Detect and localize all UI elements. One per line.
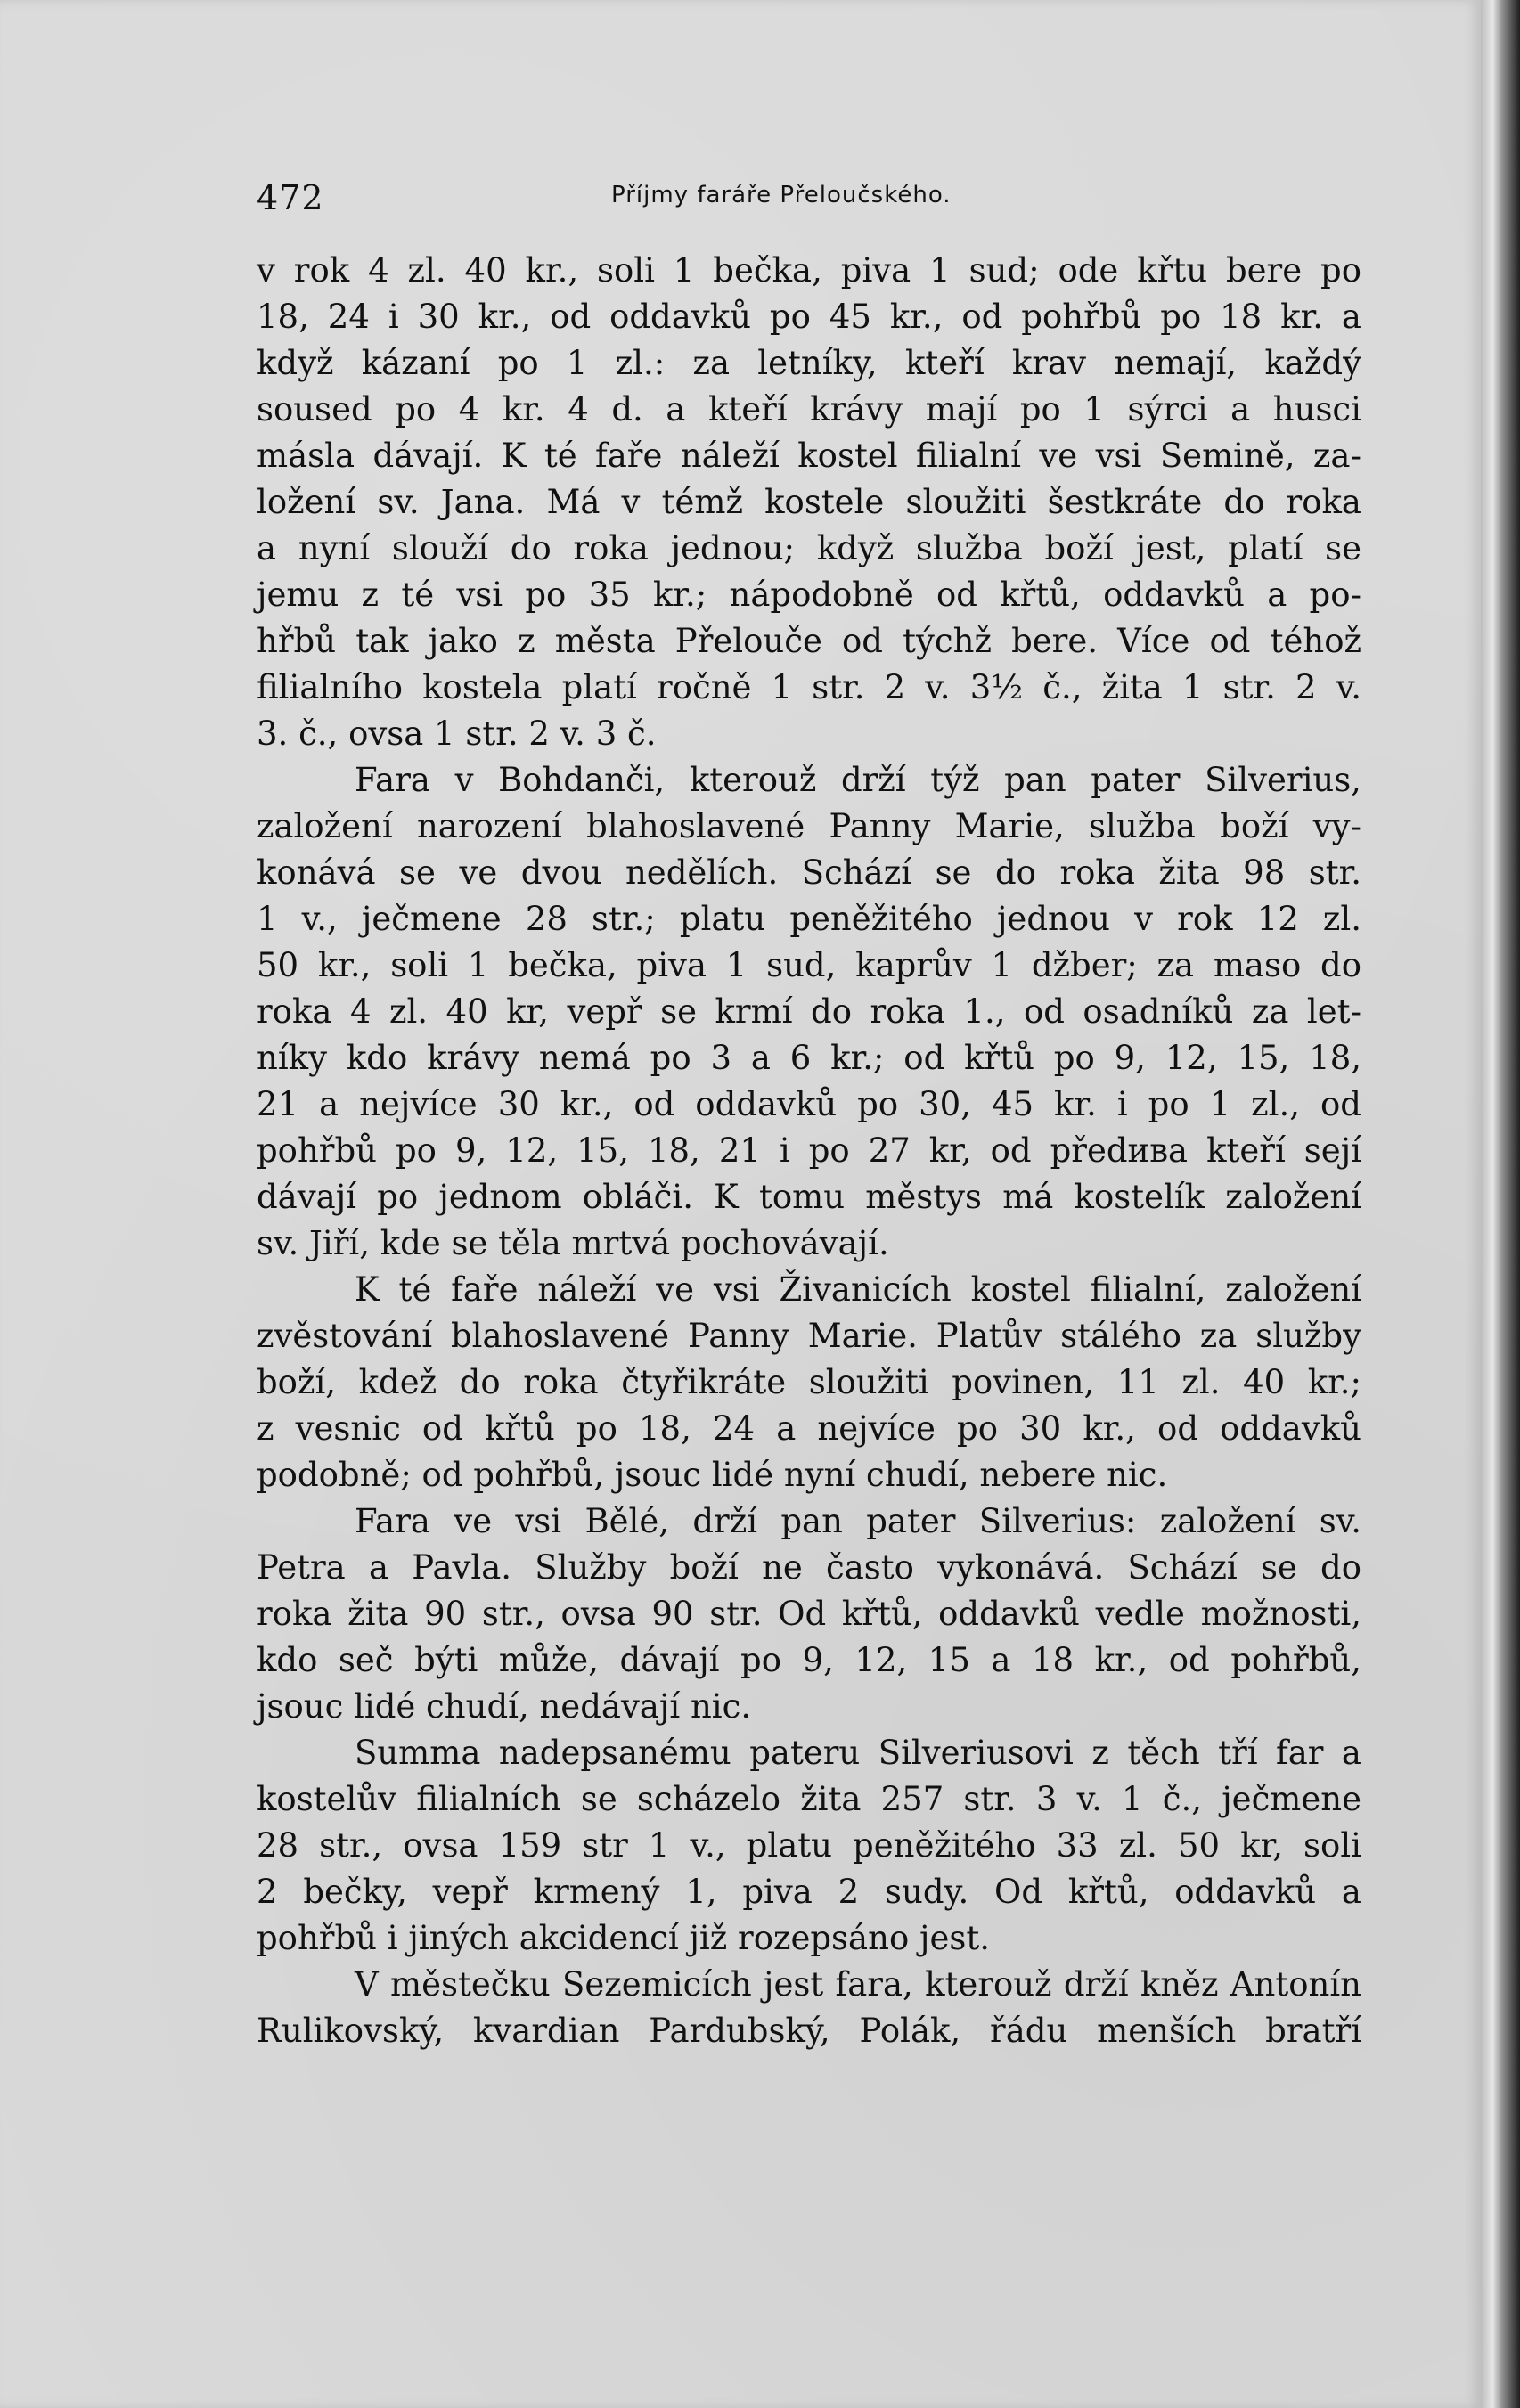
text-line: V městečku Sezemicích jest fara, kterouž drží kněz Antonín	[355, 1965, 1361, 2004]
text-line: 28 str., ovsa 159 str 1 v., platu peněžitého 33 zl. 50 kr, soli	[257, 1826, 1361, 1865]
body-text	[257, 248, 1361, 2054]
text-line: 2 bečky, vepř krmený 1, piva 2 sudy. Od křtů, oddavků a	[257, 1873, 1361, 1911]
text-line: kdo seč býti může, dávají po 9, 12, 15 a 18 kr., od pohřbů,	[257, 1641, 1361, 1679]
text-line: konává se ve dvou nedělích. Schází se do roka žita 98 str.	[257, 853, 1361, 892]
text-line: kostelův filialních se scházelo žita 257 str. 3 v. 1 č., ječmene	[257, 1780, 1361, 1818]
text-line: jsouc lidé chudí, nedávají nic.	[257, 1687, 752, 1726]
page-number: 472	[257, 178, 324, 217]
text-line: pohřbů po 9, 12, 15, 18, 21 i po 27 kr, od předива kteří sejí	[257, 1131, 1361, 1170]
text-line: másla dávají. K té faře náleží kostel filialní ve vsi Semině, za-	[257, 437, 1361, 475]
text-line: 3. č., ovsa 1 str. 2 v. 3 č.	[257, 714, 657, 753]
text-line: 18, 24 i 30 kr., od oddavků po 45 kr., od pohřbů po 18 kr. a	[257, 298, 1361, 336]
text-line: filialního kostela platí ročně 1 str. 2 v. 3½ č., žita 1 str. 2 v.	[257, 668, 1361, 706]
text-line: 21 a nejvíce 30 kr., od oddavků po 30, 45 kr. i po 1 zl., od	[257, 1085, 1361, 1123]
text-line: roka žita 90 str., ovsa 90 str. Od křtů, oddavků vedle možnosti,	[257, 1595, 1361, 1633]
text-line: podobně; od pohřbů, jsouc lidé nyní chudí, nebere nic.	[257, 1456, 1168, 1494]
text-line: Fara ve vsi Bělé, drží pan pater Silverius: založení sv.	[355, 1502, 1361, 1540]
text-line: a nyní slouží do roka jednou; když služba boží jest, platí se	[257, 529, 1361, 567]
text-line: boží, kdež do roka čtyřikráte sloužiti povinen, 11 zl. 40 kr.;	[257, 1363, 1361, 1401]
page-header	[257, 167, 1361, 221]
text-line: K té faře náleží ve vsi Živanicích kostel filialní, založení	[355, 1270, 1361, 1309]
text-line: z vesnic od křtů po 18, 24 a nejvíce po 30 kr., od oddavků	[257, 1409, 1361, 1448]
text-line: jemu z té vsi po 35 kr.; nápodobně od křtů, oddavků a po-	[257, 575, 1361, 614]
text-line: v rok 4 zl. 40 kr., soli 1 bečka, piva 1 sud; ode křtu bere po	[257, 251, 1361, 290]
running-title: Příjmy faráře Přeloučského.	[611, 182, 952, 208]
text-line: soused po 4 kr. 4 d. a kteří krávy mají po 1 sýrci a husci	[257, 390, 1361, 429]
text-line: když kázaní po 1 zl.: za letníky, kteří krav nemají, každý	[257, 344, 1361, 382]
text-line: dávají po jednom obláči. K tomu městys má kostelík založení	[257, 1178, 1361, 1216]
text-line: sv. Jiří, kde se těla mrtvá pochovávají.	[257, 1224, 889, 1262]
text-line: Fara v Bohdanči, kterouž drží týž pan pater Silverius,	[355, 761, 1361, 799]
text-line: Rulikovský, kvardian Pardubský, Polák, řádu menších bratří	[257, 2012, 1361, 2050]
text-line: roka 4 zl. 40 kr, vepř se krmí do roka 1., od osadníků za let-	[257, 992, 1361, 1031]
text-line: založení narození blahoslavené Panny Marie, služba boží vy-	[257, 807, 1361, 845]
text-line: Petra a Pavla. Služby boží ne často vykonává. Schází se do	[257, 1548, 1361, 1587]
book-gutter-edge	[1481, 0, 1520, 2408]
text-line: 1 v., ječmene 28 str.; platu peněžitého jednou v rok 12 zl.	[257, 900, 1361, 938]
text-line: Summa nadepsanému pateru Silveriusovi z těch tří far a	[355, 1734, 1361, 1772]
text-line: ložení sv. Jana. Má v témž kostele sloužiti šestkráte do roka	[257, 483, 1361, 521]
text-line: 50 kr., soli 1 bečka, piva 1 sud, kaprův 1 džber; za maso do	[257, 946, 1361, 984]
text-line: zvěstování blahoslavené Panny Marie. Platův stálého za služby	[257, 1317, 1361, 1355]
text-line: pohřbů i jiných akcidencí již rozepsáno jest.	[257, 1919, 990, 1957]
text-line: hřbů tak jako z města Přelouče od týchž bere. Více od téhož	[257, 622, 1361, 660]
text-line: níky kdo krávy nemá po 3 a 6 kr.; od křtů po 9, 12, 15, 18,	[257, 1039, 1361, 1077]
